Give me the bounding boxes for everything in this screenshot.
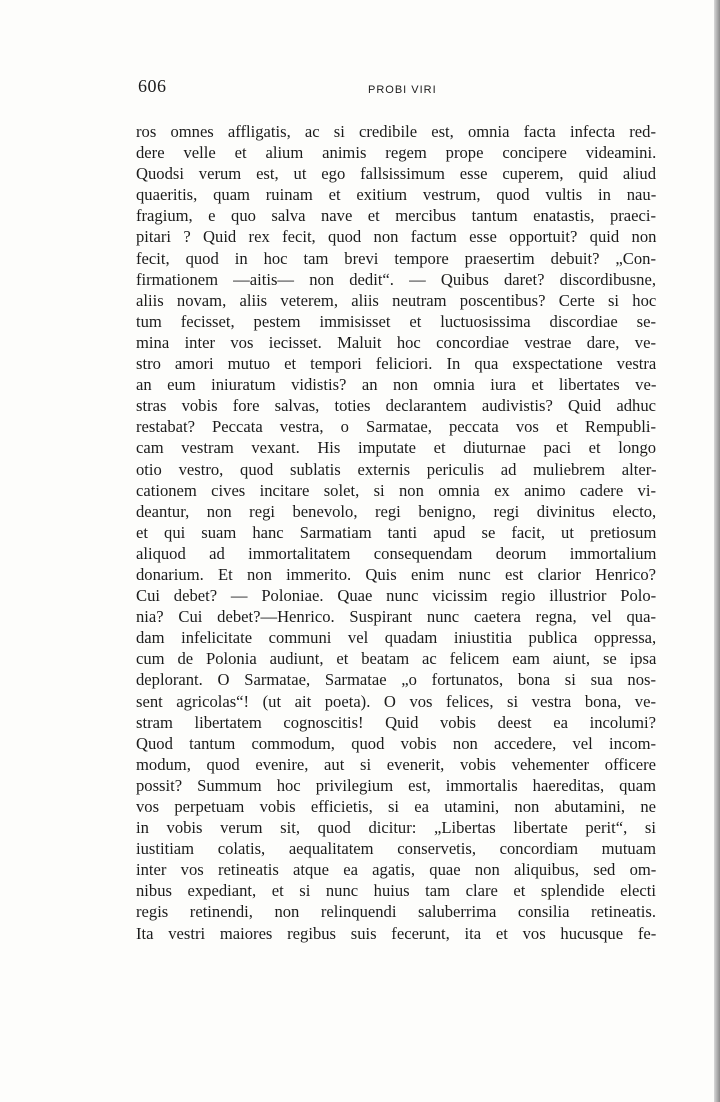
text-line: vos perpetuam vobis efficietis, si ea utamini, non abutamini, ne: [136, 797, 656, 816]
text-line: Quodsi verum est, ut ego fallsissimum esse cuperem, quid aliud: [136, 164, 656, 184]
text-line: deantur, non regi benevolo, regi benigno, regi divinitus electo,: [136, 501, 657, 521]
text-line: regis retinendi, non relinquendi saluberrima consilia retineatis.: [136, 902, 656, 922]
text-line: stro amori mutuo et tempori feliciori. In qua exspectatione vestra: [136, 354, 657, 374]
page-header: [138, 76, 656, 100]
text-line: pitari ? Quid rex fecit, quod non factum esse opportuit? quid non: [136, 227, 657, 247]
text-line: firmationem —aitis— non dedit“. — Quibus daret? discordibusne,: [136, 269, 656, 289]
text-line: stram libertatem cognoscitis! Quid vobis deest ea incolumi?: [136, 712, 656, 732]
text-line: an eum iniuratum vidistis? an non omnia iura et libertates ve-: [136, 375, 657, 395]
text-line: cationem cives incitare solet, si non omnia ex animo cadere vi-: [136, 480, 656, 500]
text-line: donarium. Et non immerito. Quis enim nunc est clarior Henrico?: [136, 564, 657, 584]
text-line: aliquod ad immortalitatem consequendam deorum immortalium: [136, 543, 657, 563]
text-line: fragium, e quo salva nave et mercibus tantum enatastis, praeci-: [136, 206, 656, 226]
text-line: Cui debet? — Poloniae. Quae nunc vicissim regio illustrior Polo-: [136, 586, 657, 606]
text-line: possit? Summum hoc privilegium est, immortalis haereditas, quam: [136, 775, 656, 795]
text-line: nia? Cui debet?—Henrico. Suspirant nunc caetera regna, vel qua-: [136, 607, 656, 627]
text-line: dam infelicitate communi vel quadam iniustitia publica oppressa,: [136, 628, 657, 648]
text-line: otio vestro, quod sublatis externis periculis ad muliebrem alter-: [136, 459, 657, 479]
text-line: restabat? Peccata vestra, o Sarmatae, peccata vos et Rempubli-: [136, 417, 656, 437]
text-line: cum de Polonia audiunt, et beatam ac felicem eam aiunt, se ipsa: [136, 649, 657, 669]
text-line: nibus expediant, et si nunc huius tam clare et splendide electi: [136, 881, 656, 901]
body-text: [136, 121, 656, 944]
text-line: Ita vestri maiores regibus suis fecerunt, ita et vos hucusque fe-: [136, 923, 657, 943]
text-line: modum, quod evenire, aut si evenerit, vobis vehementer officere: [136, 754, 656, 774]
text-line: aliis novam, aliis veterem, aliis neutram poscentibus? Certe si hoc: [136, 290, 657, 310]
text-line: cam vestram vexant. His imputate et diuturnae paci et longo: [136, 438, 657, 458]
text-line: Quod tantum commodum, quod vobis non accedere, vel incom-: [136, 733, 657, 753]
text-line: ros omnes affligatis, ac si credibile est, omnia facta infecta red-: [136, 122, 656, 141]
text-line: sent agricolas“! (ut ait poeta). O vos felices, si vestra bona, ve-: [136, 691, 656, 711]
text-line: iustitiam colatis, aequalitatem conservetis, concordiam mutuam: [136, 839, 656, 859]
text-line: inter vos retineatis atque ea agatis, quae non aliquibus, sed om-: [136, 860, 657, 880]
text-line: et qui suam hanc Sarmatiam tanti apud se facit, ut pretiosum: [136, 522, 657, 542]
page-number: 606: [138, 76, 167, 96]
text-line: stras vobis fore salvas, toties declarantem audivistis? Quid adhuc: [136, 396, 656, 416]
text-line: dere velle et alium animis regem prope concipere videamini.: [136, 143, 657, 163]
text-line: in vobis verum sit, quod dicitur: „Libertas libertate perit“, si: [136, 818, 656, 838]
text-line: deplorant. O Sarmatae, Sarmatae „o fortunatos, bona si sua nos-: [136, 670, 656, 690]
text-line: tum fecisset, pestem immisisset et luctuosissima discordiae se-: [136, 311, 656, 331]
text-line: mina inter vos iecisset. Maluit hoc concordiae vestrae dare, ve-: [136, 332, 656, 352]
running-head: PROBI VIRI: [368, 84, 437, 96]
text-line: quaeritis, quam ruinam et exitium vestrum, quod vultis in nau-: [136, 185, 657, 205]
text-line: fecit, quod in hoc tam brevi tempore praesertim debuit? „Con-: [136, 248, 656, 268]
page-edge-shadow: [714, 0, 720, 1102]
